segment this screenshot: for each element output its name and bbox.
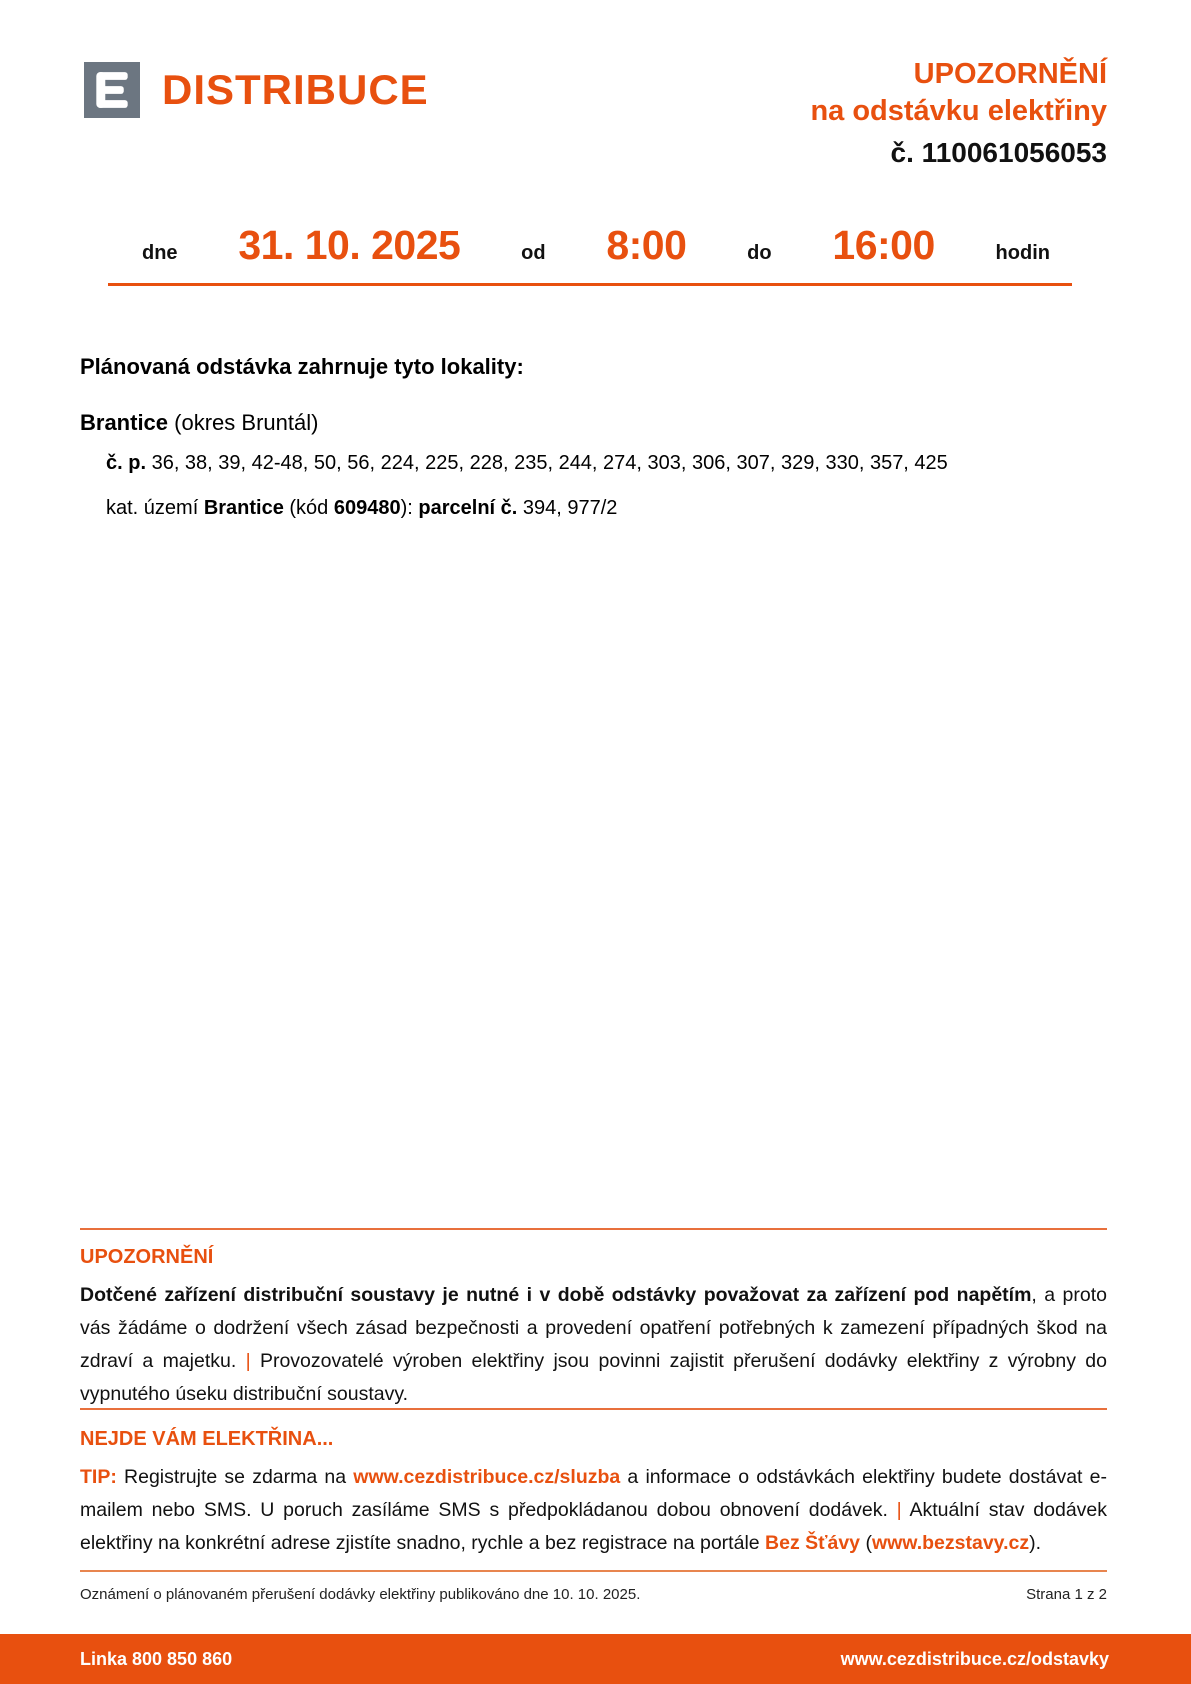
no-electricity-section [80, 1428, 1107, 1560]
footer-note-row [80, 1586, 1107, 1603]
warning-text-tail: Provozovatelé výroben elektřiny jsou povinni zajistit přerušení dodávky elektřiny z výrobny do vypnutého úseku distribuční soustavy. [80, 1350, 1107, 1405]
tip-paragraph [80, 1461, 1107, 1560]
schedule-hodin-label: hodin [995, 242, 1050, 264]
warning-section [80, 1246, 1107, 1411]
tip-text-2: a informace o odstávkách elektřiny budete dostávat e-mailem nebo SMS. U poruch zasíláme SMS s předpokládanou dobou obnovení dodávek. [80, 1466, 1107, 1521]
brand-wordmark: DISTRIBUCE [162, 66, 429, 113]
tip-text-5: ). [1029, 1532, 1042, 1554]
notice-number: č. 110061056053 [890, 137, 1107, 168]
cadastral-line [80, 493, 1107, 523]
municipality-district: (okres Bruntál) [168, 410, 319, 435]
no-electricity-heading: NEJDE VÁM ELEKTŘINA... [80, 1428, 334, 1450]
outage-time-to: 16:00 [832, 222, 935, 268]
cez-logo-icon [84, 62, 140, 118]
bez-stavy-link[interactable]: Bez Šťávy [765, 1532, 861, 1554]
page-indicator: Strana 1 z 2 [1026, 1586, 1107, 1603]
tip-text-4: ( [860, 1532, 872, 1554]
tip-text-1: Registrujte se zdarma na [116, 1466, 354, 1488]
warning-bold-lead: Dotčené zařízení distribuční soustavy je nutné i v době odstávky považovat za zařízení pod napětím [80, 1284, 1032, 1306]
bezstavy-url-link[interactable]: www.bezstavy.cz [871, 1532, 1030, 1554]
cez-distribuce-logo [84, 62, 429, 118]
kat-prefix: kat. území [106, 497, 204, 519]
outage-date: 31. 10. 2025 [238, 222, 461, 268]
kat-after: ): [400, 497, 419, 519]
schedule-od-label: od [521, 242, 546, 264]
notice-title-line2: na odstávku elektřiny [810, 95, 1107, 127]
warning-text-mid: , a proto vás žádáme o dodržení všech zásad bezpečnosti a provedení opatření potřebných k zamezení případných škod na zdraví a majetku. [80, 1284, 1107, 1372]
tip-text-3: Aktuální stav dodávek elektřiny na konkrétní adrese zjistíte snadno, rychle a bez registrace na portále [80, 1499, 1108, 1554]
house-numbers-line [80, 448, 1107, 478]
notice-title-line1: UPOZORNĚNÍ [913, 58, 1107, 90]
tip-separator: | [896, 1499, 902, 1521]
kat-mid: (kód [283, 497, 334, 519]
warning-paragraph [80, 1279, 1107, 1411]
warning-separator: | [245, 1350, 251, 1372]
outage-schedule-row [108, 222, 1072, 286]
kat-code: 609480 [333, 497, 401, 519]
locality-municipality-line [80, 410, 1107, 436]
schedule-do-label: do [747, 242, 772, 264]
schedule-dne-label: dne [142, 242, 178, 264]
publication-note: Oznámení o plánovaném přerušení dodávky elektřiny publikováno dne 10. 10. 2025. [80, 1586, 641, 1603]
cp-label: č. p. [106, 452, 147, 474]
cezdistribuce-sluzba-link[interactable]: www.cezdistribuce.cz/sluzba [353, 1466, 621, 1488]
section-divider [80, 1228, 1107, 1230]
municipality-name: Brantice [80, 410, 169, 435]
localities-heading: Plánovaná odstávka zahrnuje tyto lokality: [80, 354, 524, 379]
tip-label: TIP: [80, 1466, 117, 1488]
hotline-phone: Linka 800 850 860 [80, 1648, 233, 1669]
outage-time-from: 8:00 [606, 222, 687, 268]
localities-section [80, 354, 1107, 538]
warning-heading: UPOZORNĚNÍ [80, 1246, 214, 1268]
notice-title-block [810, 56, 1107, 169]
odstavky-website-link[interactable]: www.cezdistribuce.cz/odstavky [840, 1648, 1109, 1669]
footer-divider [80, 1570, 1107, 1572]
kat-name: Brantice [203, 497, 284, 519]
bottom-contact-bar [0, 1634, 1191, 1684]
parcel-label: parcelní č. [418, 497, 518, 519]
parcel-numbers: 394, 977/2 [517, 497, 618, 519]
cp-numbers: 36, 38, 39, 42-48, 50, 56, 224, 225, 228, 235, 244, 274, 303, 306, 307, 329, 330, 357, 425 [146, 452, 948, 474]
